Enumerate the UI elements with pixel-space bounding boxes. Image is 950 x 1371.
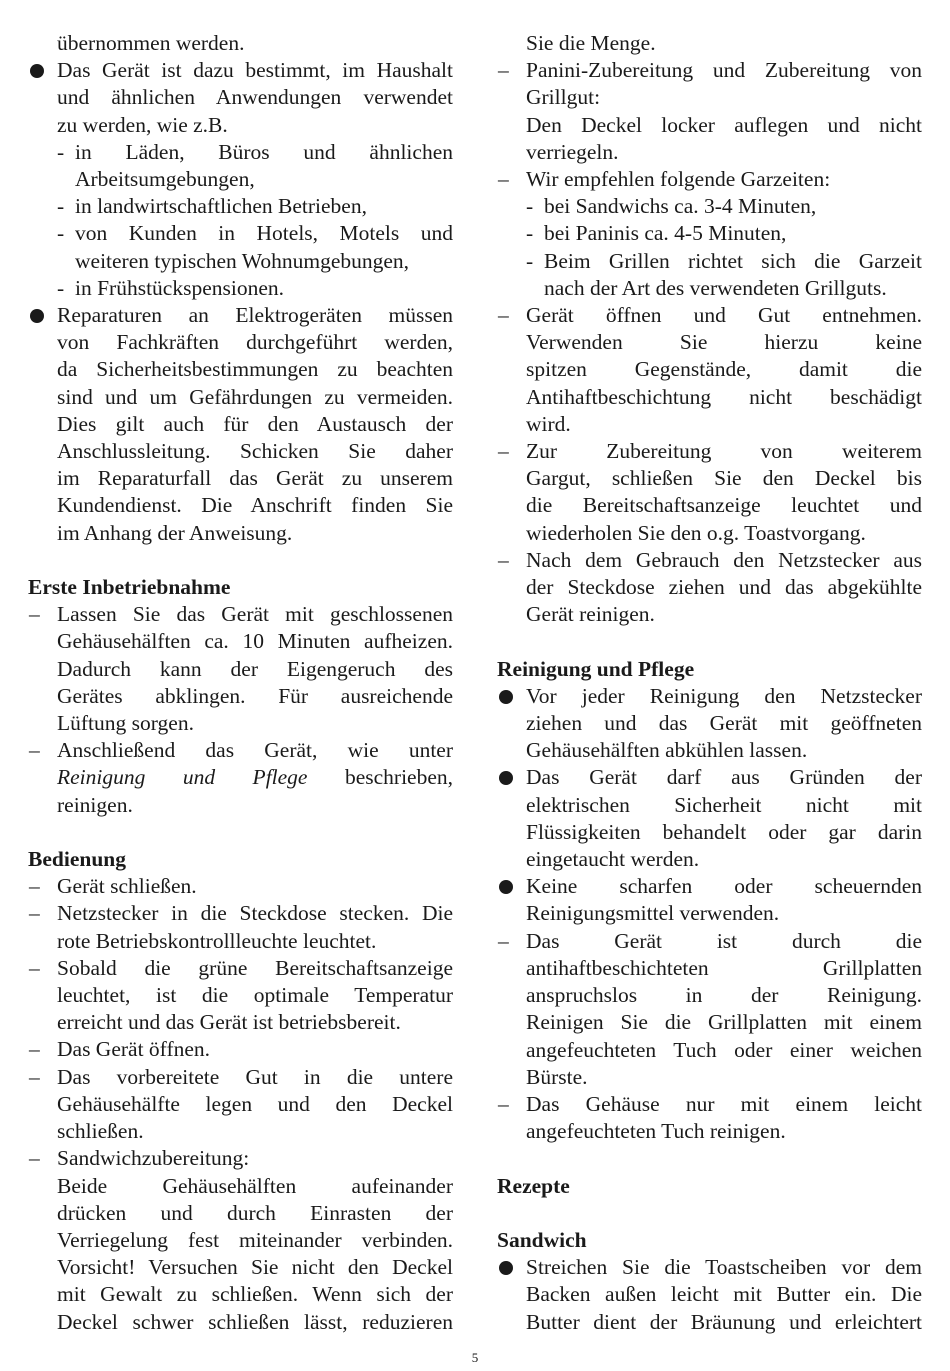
text-line: verriegeln. <box>526 139 619 164</box>
text-line: übernommen werden. <box>57 31 245 55</box>
text-line: Keine scharfen oder scheuernden <box>526 874 922 899</box>
text-line: weiteren typischen Wohnumgebungen, <box>75 248 410 273</box>
text-line: Wir empfehlen folgende Garzeiten: <box>526 167 831 192</box>
text-line: im Anhang der Anweisung. <box>57 520 293 545</box>
text-line: Gerät schließen. <box>57 874 197 899</box>
text-line: Anschlussleitung. Schicken Sie daher <box>57 439 453 464</box>
text-line: leuchtet, ist die optimale Temperatur <box>57 983 453 1008</box>
text-line: Kundendienst. Die Anschrift finden Sie <box>57 493 453 518</box>
sub-item <box>57 275 453 302</box>
text-line: schließen. <box>57 1119 144 1144</box>
dash-item <box>28 955 453 1037</box>
bullet-item <box>497 683 922 765</box>
text-line: in landwirtschaftlichen Betrieben, <box>75 194 367 219</box>
text-line: Backen außen leicht mit Butter ein. Die <box>526 1282 922 1307</box>
text-line: Reinigungsmittel verwenden. <box>526 901 780 926</box>
text-line: Verriegelung fest miteinander verbinden. <box>57 1227 453 1252</box>
text-line: in Läden, Büros und ähnlichen <box>75 139 453 164</box>
text-line: und ähnlichen Anwendungen verwendet <box>57 85 453 110</box>
text-line: rote Betriebskontrollleuchte leuchtet. <box>57 928 377 953</box>
text-line: Bürste. <box>526 1064 588 1089</box>
text-line: Das Gehäuse nur mit einem leicht <box>526 1091 922 1116</box>
text-line: Sie die Menge. <box>526 31 656 55</box>
text-line: Gargut, schließen Sie den Deckel bis <box>526 466 922 491</box>
text-line: angefeuchteten Tuch reinigen. <box>526 1119 786 1144</box>
text-line: Zur Zubereitung von weiterem <box>526 439 922 464</box>
text-line: von Kunden in Hotels, Motels und <box>75 221 453 246</box>
text-line: Gehäusehälften abkühlen lassen. <box>526 738 808 763</box>
bullet-item-household-use <box>28 57 453 302</box>
hyphen-icon: - <box>57 275 65 300</box>
text-line: Gehäusehälfte legen und den Deckel <box>57 1091 453 1116</box>
text-line: Nach dem Gebrauch den Netzstecker aus <box>526 547 922 572</box>
text-line: Das vorbereitete Gut in die untere <box>57 1064 453 1089</box>
text-line: Verwenden Sie hierzu keine <box>526 330 922 355</box>
continued-paragraph <box>28 30 453 57</box>
dash-item <box>497 1091 922 1145</box>
text-line: Sandwichzubereitung: <box>57 1146 250 1171</box>
dash-item <box>497 166 922 302</box>
hyphen-icon: - <box>526 221 534 246</box>
text-line: Reparaturen an Elektrogeräten müssen <box>57 303 453 328</box>
bullet-item <box>497 1254 922 1336</box>
hyphen-icon: - <box>57 221 65 246</box>
text-line: wiederholen Sie den o.g. Toastvorgang. <box>526 520 866 545</box>
text-line: eingetaucht werden. <box>526 847 700 872</box>
page-number: 5 <box>471 1350 479 1365</box>
dash-item <box>28 1036 453 1063</box>
text-line: nach der Art des verwendeten Grillguts. <box>544 275 887 300</box>
text-line: die Bereitschaftsanzeige leuchtet und <box>526 493 922 518</box>
text-line: Gerät reinigen. <box>526 602 655 627</box>
text-line: reinigen. <box>57 792 133 817</box>
dash-item <box>28 873 453 900</box>
text-line: Das Gerät darf aus Gründen der <box>526 765 922 790</box>
text-line: Lassen Sie das Gerät mit geschlossenen <box>57 602 453 627</box>
text-line: Gerät öffnen und Gut entnehmen. <box>526 303 922 328</box>
section-heading-cleaning: Reinigung und Pflege <box>497 656 695 681</box>
dash-item <box>497 547 922 629</box>
section-heading-operation: Bedienung <box>28 847 126 872</box>
text-line: ziehen und das Gerät mit geöffneten <box>526 711 922 736</box>
section-heading-sandwich: Sandwich <box>497 1227 587 1252</box>
text-line: Das Gerät ist dazu bestimmt, im Haushalt <box>57 58 453 83</box>
dash-item <box>28 1145 453 1335</box>
sub-item <box>526 248 922 302</box>
dash-item <box>497 302 922 438</box>
text-line: Grillgut: <box>526 85 601 110</box>
text-line: Das Gerät öffnen. <box>57 1037 211 1062</box>
left-column <box>28 30 453 1336</box>
text-line: Dies gilt auch für den Austausch der <box>57 411 453 436</box>
continued-paragraph <box>497 30 922 57</box>
right-column <box>497 30 922 1336</box>
dash-item <box>28 737 453 819</box>
text-line: erreicht und das Gerät ist betriebsbereit. <box>57 1010 401 1035</box>
text-line: Vor jeder Reinigung den Netzstecker <box>526 683 922 708</box>
text-line: zu werden, wie z.B. <box>57 112 228 137</box>
text-line: elektrischen Sicherheit nicht mit <box>526 792 922 817</box>
bullet-item <box>497 764 922 873</box>
text-line: mit Gewalt zu schließen. Wenn sich der <box>57 1282 453 1307</box>
text-line: anspruchslos in der Reinigung. <box>526 983 922 1008</box>
text-line: der Steckdose ziehen und das abgekühlte <box>526 575 922 600</box>
sub-item <box>57 193 453 220</box>
text-line: Sobald die grüne Bereitschaftsanzeige <box>57 955 453 980</box>
text-line: im Reparaturfall das Gerät zu unserem <box>57 466 453 491</box>
sub-item <box>526 193 922 220</box>
hyphen-icon: - <box>57 194 65 219</box>
text-line <box>57 764 453 791</box>
text-line: Das Gerät ist durch die <box>526 928 922 953</box>
text-line: Netzstecker in die Steckdose stecken. Die <box>57 901 453 926</box>
dash-item <box>28 1064 453 1146</box>
section-heading-first-use: Erste Inbetriebnahme <box>28 575 231 600</box>
text-line: wird. <box>526 411 571 436</box>
dash-item <box>497 57 922 166</box>
sub-item <box>526 220 922 247</box>
text-line: sind und um Gefährdungen zu vermeiden. <box>57 384 453 409</box>
text-line: Gerätes abklingen. Für ausreichende <box>57 683 453 708</box>
text-line: Antihaftbeschichtung nicht beschädigt <box>526 384 922 409</box>
text-line: bei Paninis ca. 4-5 Minuten, <box>544 221 787 246</box>
bullet-item <box>497 873 922 927</box>
text-line: drücken und durch Einrasten der <box>57 1200 453 1225</box>
text-line: Flüssigkeiten behandelt oder gar darin <box>526 819 922 844</box>
text-line: antihaftbeschichteten Grillplatten <box>526 955 922 980</box>
text-line: Dadurch kann der Eigengeruch des <box>57 656 453 681</box>
text-line: Streichen Sie die Toastscheiben vor dem <box>526 1255 922 1280</box>
hyphen-icon: - <box>526 248 534 273</box>
hyphen-icon: - <box>57 139 65 164</box>
dash-item <box>497 928 922 1091</box>
dash-item <box>28 601 453 737</box>
sub-item <box>57 220 453 274</box>
text-line: spitzen Gegenstände, damit die <box>526 357 922 382</box>
text-line: Lüftung sorgen. <box>57 711 194 736</box>
text-line: da Sicherheitsbestimmungen zu beachten <box>57 357 453 382</box>
text-line: Beide Gehäusehälften aufeinander <box>57 1173 453 1198</box>
text-line: Den Deckel locker auflegen und nicht <box>526 112 922 137</box>
dash-item <box>28 900 453 954</box>
text-line: Butter dient der Bräunung und erleichtert <box>526 1309 922 1334</box>
hyphen-icon: - <box>526 194 534 219</box>
sub-item <box>57 139 453 193</box>
text-line: in Frühstückspensionen. <box>75 275 285 300</box>
text-line: Arbeitsumgebungen, <box>75 167 255 192</box>
text-line: Deckel schwer schließen lässt, reduzieren <box>57 1309 453 1334</box>
text-line: Reinigen Sie die Grillplatten mit einem <box>526 1010 922 1035</box>
text-line: bei Sandwichs ca. 3-4 Minuten, <box>544 194 817 219</box>
text-line: angefeuchteten Tuch oder einer weichen <box>526 1037 922 1062</box>
text-line: von Fachkräften durchgeführt werden, <box>57 330 453 355</box>
bullet-item-repairs <box>28 302 453 547</box>
section-heading-recipes: Rezepte <box>497 1173 570 1198</box>
text-line: Gehäusehälften ca. 10 Minuten aufheizen. <box>57 629 453 654</box>
text-line: Beim Grillen richtet sich die Garzeit <box>544 248 922 273</box>
text-fragment: beschrieben, <box>307 765 453 790</box>
text-line: Anschließend das Gerät, wie unter <box>57 738 453 763</box>
italic-reference: Reinigung und Pflege <box>57 765 308 790</box>
text-line: Panini-Zubereitung und Zubereitung von <box>526 58 922 83</box>
dash-item <box>497 438 922 547</box>
text-line: Vorsicht! Versuchen Sie nicht den Deckel <box>57 1255 453 1280</box>
